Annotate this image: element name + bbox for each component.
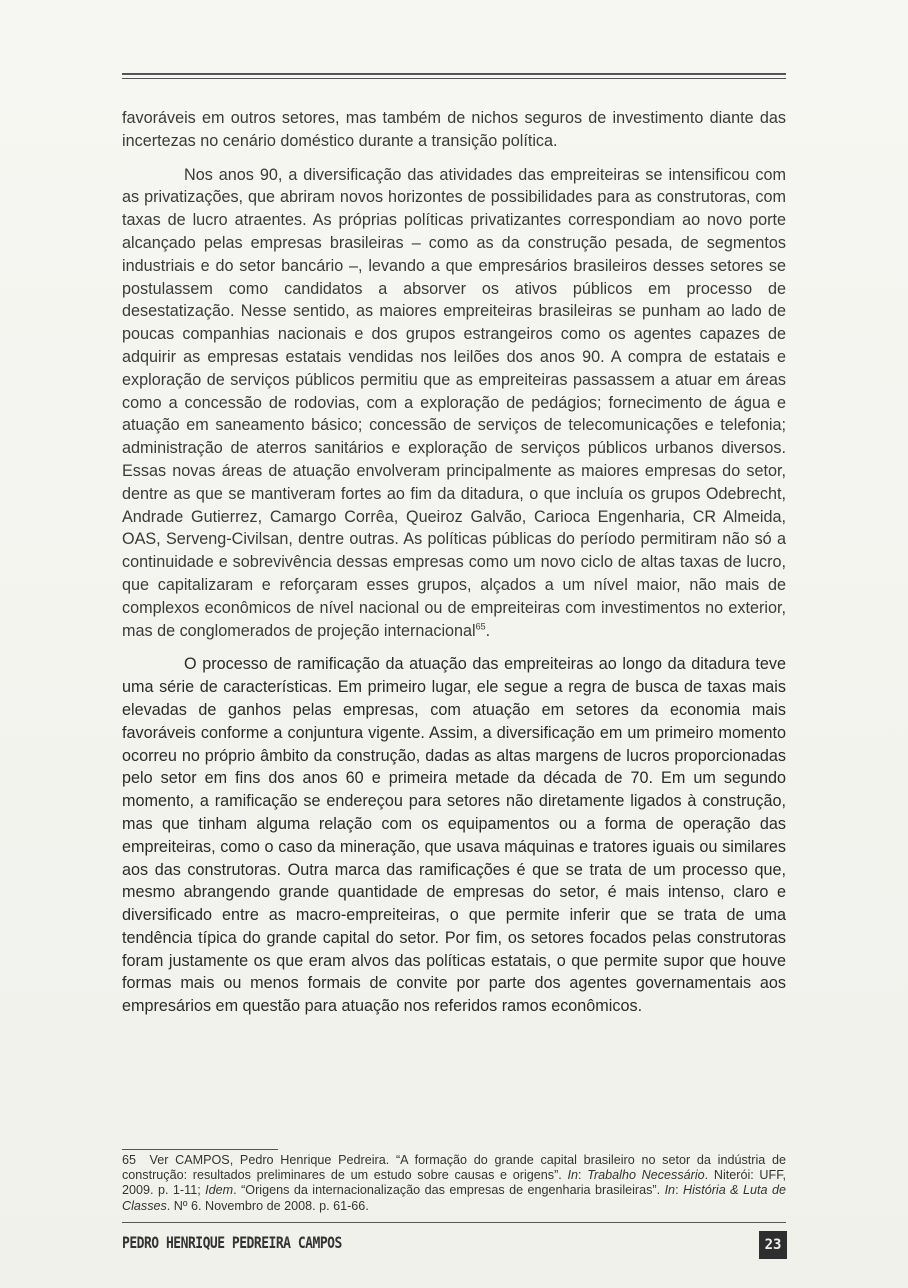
footnote-number: 65 bbox=[122, 1153, 137, 1167]
footnote-in-1: In bbox=[567, 1168, 578, 1183]
body-text bbox=[122, 107, 786, 1029]
footnote-text-3: . “Origens da internacionalização das empresas de engenharia brasileiras”. bbox=[233, 1183, 661, 1198]
footnote-work-1: Trabalho Necessário bbox=[587, 1168, 705, 1183]
paragraph-2 bbox=[122, 164, 786, 643]
footnote-text-4: . Nº 6. Novembro de 2008. p. 61-66. bbox=[166, 1198, 369, 1213]
footnote-reference[interactable]: 65 bbox=[475, 621, 486, 632]
paragraph-2-end: . bbox=[485, 621, 491, 640]
footnote-idem: Idem bbox=[205, 1183, 234, 1198]
footnote bbox=[122, 1153, 786, 1214]
footer-author: PEDRO HENRIQUE PEDREIRA CAMPOS bbox=[122, 1234, 342, 1253]
paragraph-3: O processo de ramificação da atuação das empreiteiras ao longo da ditadura teve uma série de características. Em primeiro lugar, ele segue a regra de busca de taxas mais elevadas de ganhos pelas empresas, com atuação em setores da economia mais favoráveis conforme a conjuntura vigente. Assim, a diversificação em um primeiro momento ocorreu no próprio âmbito da construção, dadas as altas margens de lucros proporcionadas pelo setor em fins dos anos 60 e primeira metade da década de 70. Em um segundo momento, a ramificação se endereçou para setores não diretamente ligados à construção, mas que tinham alguma relação com os equipamentos ou a forma de operação das empreiteiras, como o caso da mineração, que usava máquinas e tratores iguais ou similares aos das construtoras. Outra marca das ramificações é que se trata de um processo que, mesmo abrangendo grande quantidade de empresas do setor, é mais intenso, claro e diversificado entre as macro-empreiteiras, o que permite inferir que se trata de uma tendência típica do grande capital do setor. Por fim, os setores focados pelas construtoras foram justamente os que eram alvos das políticas estatais, o que permite supor que houve formas mais ou menos formais de convite por parte dos agentes governamentais aos empresários em questão para atuação nos referidos ramos econômicos. bbox=[122, 655, 786, 1016]
paragraph-2-text: Nos anos 90, a diversificação das atividades das empreiteiras se intensificou com as privatizações, que abriram novos horizontes de possibilidades para as construtoras, com taxas de lucro atraentes. As próprias políticas privatizantes correspondiam ao novo porte alcançado pelas empresas brasileiras – como as da construção pesada, de segmentos industriais e do setor bancário –, levando a que empresários brasileiros desses setores se postulassem como candidatos a absorver os ativos públicos em processo de desestatização. Nesse sentido, as maiores empreiteiras brasileiras se punham ao lado de poucas companhias nacionais e dos grupos estrangeiros como os agentes capazes de adquirir as empresas estatais vendidas nos leilões dos anos 90. A compra de estatais e exploração de serviços públicos permitiu que as empreiteiras passassem a atuar em áreas como a concessão de rodovias, com a exploração de pedágios; fornecimento de água e atuação em saneamento básico; concessão de serviços de telecomunicações e telefonia; administração de aterros sanitários e exploração de serviços públicos urbanos diversos. Essas novas áreas de atuação envolveram principalmente as maiores empresas do setor, dentre as que se mantiveram fortes ao fim da ditadura, o que incluía os grupos Odebrecht, Andrade Gutierrez, Camargo Corrêa, Queiroz Galvão, Carioca Engenharia, CR Almeida, OAS, Serveng-Civilsan, dentre outras. As políticas públicas do período permitiram não só a continuidade e sobrevivência dessas empresas como um novo ciclo de altas taxas de lucro, que capitalizaram e reforçaram esses grupos, alçados a um nível maior, não mais de complexos econômicos de nível nacional ou de empreiteiras com investimentos no exterior, mas de conglomerados de projeção internacional bbox=[122, 165, 786, 640]
header-rule bbox=[122, 73, 786, 79]
footnote-work-2: História & Luta de Classes bbox=[122, 1183, 786, 1213]
footnote-in-2: In bbox=[664, 1183, 676, 1198]
footnote-text-2: . Niterói: UFF, 2009. p. 1-11; bbox=[122, 1168, 787, 1198]
footnote-separator bbox=[122, 1149, 278, 1150]
paragraph-1: favoráveis em outros setores, mas também de nichos seguros de investimento diante das incertezas no cenário doméstico durante a transição política. bbox=[122, 109, 786, 150]
footnote-colon-1: : bbox=[577, 1168, 582, 1183]
page-number: 23 bbox=[759, 1231, 787, 1259]
footnote-colon-2: : bbox=[675, 1183, 679, 1198]
footnote-text-1: Ver CAMPOS, Pedro Henrique Pedreira. “A formação do grande capital brasileiro no setor da indústria de construção: resultados preliminares de um estudo sobre causas e origens”. bbox=[122, 1153, 786, 1183]
footer-rule bbox=[122, 1222, 786, 1223]
